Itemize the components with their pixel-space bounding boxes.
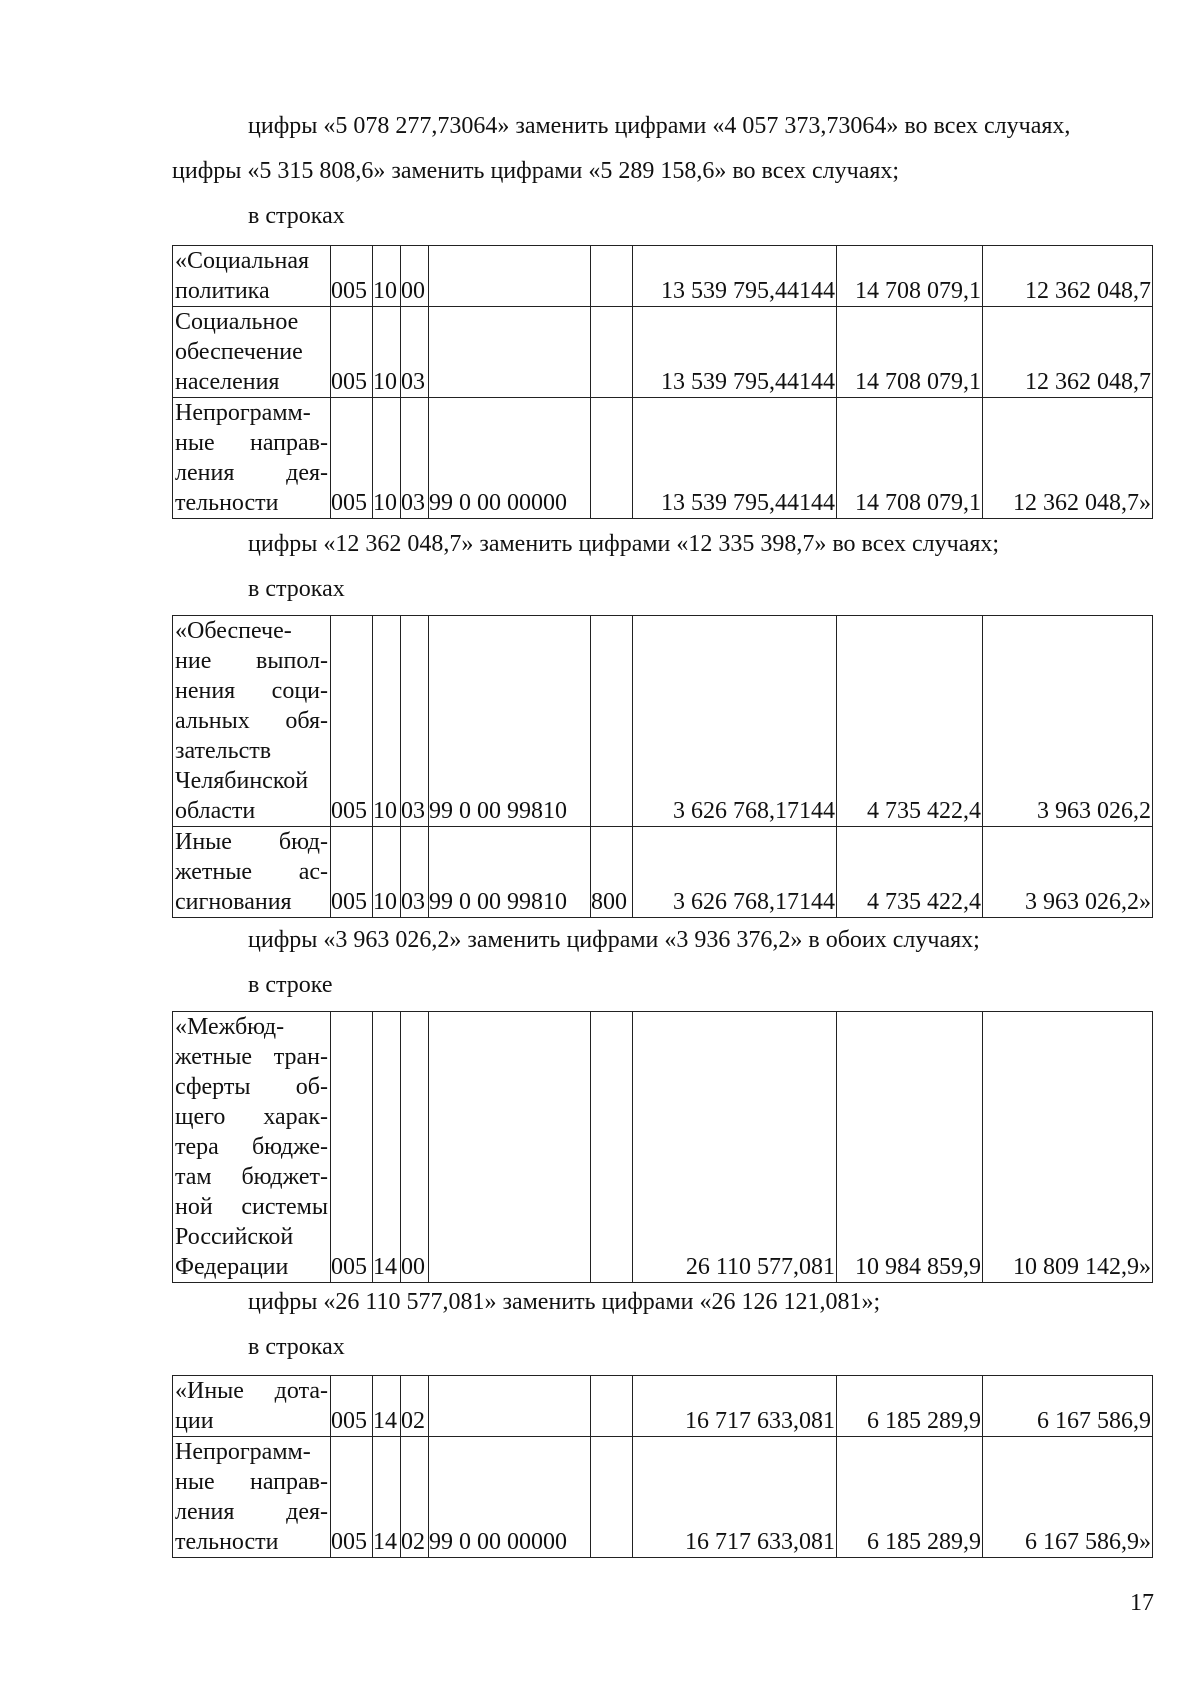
ved-code-cell: 005 <box>331 1437 373 1558</box>
table-row <box>173 307 1153 398</box>
subsection-code-cell: 00 <box>401 1012 429 1283</box>
subsection-code-cell: 03 <box>401 307 429 398</box>
paragraph-in-rows-2: в строках <box>248 576 345 602</box>
paragraph-replace-3963026: цифры «3 963 026,2» заменить цифрами «3 936 376,2» в обоих случаях; <box>248 927 980 953</box>
row-name-cell: Непрограмм-ные направ-ления дея-тельности <box>173 1437 331 1558</box>
row-name-cell: Социальное обеспечение населения <box>173 307 331 398</box>
paragraph-in-rows-3: в строках <box>248 1334 345 1360</box>
expense-type-cell <box>591 398 633 519</box>
section-code-cell: 14 <box>373 1437 401 1558</box>
subsection-code-cell: 03 <box>401 398 429 519</box>
budget-table-other-subsidies <box>172 1375 1153 1558</box>
target-article-cell <box>429 307 591 398</box>
section-code-cell: 10 <box>373 398 401 519</box>
table-row <box>173 398 1153 519</box>
section-code-cell: 14 <box>373 1012 401 1283</box>
amount-year2-cell: 4 735 422,4 <box>837 616 983 827</box>
paragraph-in-rows-1: в строках <box>248 203 345 229</box>
target-article-cell <box>429 1376 591 1437</box>
amount-year1-cell: 3 626 768,17144 <box>633 616 837 827</box>
row-name-cell: Непрограмм-ные направ-ления дея-тельности <box>173 398 331 519</box>
amount-year2-cell: 14 708 079,1 <box>837 307 983 398</box>
ved-code-cell: 005 <box>331 1376 373 1437</box>
table-row <box>173 1012 1153 1283</box>
section-code-cell: 10 <box>373 616 401 827</box>
amount-year2-cell: 14 708 079,1 <box>837 246 983 307</box>
expense-type-cell <box>591 1012 633 1283</box>
target-article-cell: 99 0 00 00000 <box>429 398 591 519</box>
amount-year3-cell: 12 362 048,7 <box>983 246 1153 307</box>
amount-year3-cell: 6 167 586,9 <box>983 1376 1153 1437</box>
section-code-cell: 10 <box>373 827 401 918</box>
page-number: 17 <box>1130 1590 1154 1616</box>
subsection-code-cell: 00 <box>401 246 429 307</box>
row-name-cell: Иные бюд-жетные ас-сигнования <box>173 827 331 918</box>
paragraph-replace-26110577: цифры «26 110 577,081» заменить цифрами «26 126 121,081»; <box>248 1289 881 1315</box>
row-name-cell: «Социальная политика <box>173 246 331 307</box>
amount-year2-cell: 6 185 289,9 <box>837 1376 983 1437</box>
amount-year1-cell: 13 539 795,44144 <box>633 398 837 519</box>
amount-year3-cell: 6 167 586,9» <box>983 1437 1153 1558</box>
amount-year3-cell: 10 809 142,9» <box>983 1012 1153 1283</box>
amount-year3-cell: 12 362 048,7 <box>983 307 1153 398</box>
subsection-code-cell: 02 <box>401 1437 429 1558</box>
subsection-code-cell: 03 <box>401 616 429 827</box>
amount-year3-cell: 12 362 048,7» <box>983 398 1153 519</box>
paragraph-in-row: в строке <box>248 972 333 998</box>
target-article-cell <box>429 246 591 307</box>
expense-type-cell <box>591 246 633 307</box>
target-article-cell: 99 0 00 00000 <box>429 1437 591 1558</box>
table-row <box>173 1376 1153 1437</box>
subsection-code-cell: 02 <box>401 1376 429 1437</box>
table-row <box>173 246 1153 307</box>
subsection-code-cell: 03 <box>401 827 429 918</box>
section-code-cell: 10 <box>373 307 401 398</box>
section-code-cell: 14 <box>373 1376 401 1437</box>
amount-year1-cell: 13 539 795,44144 <box>633 246 837 307</box>
ved-code-cell: 005 <box>331 827 373 918</box>
amount-year1-cell: 16 717 633,081 <box>633 1437 837 1558</box>
expense-type-cell <box>591 1437 633 1558</box>
expense-type-cell <box>591 1376 633 1437</box>
row-name-cell: «Обеспече-ние выпол-нения соци-альных обя-зательств Челябинской области <box>173 616 331 827</box>
amount-year2-cell: 14 708 079,1 <box>837 398 983 519</box>
table-row <box>173 827 1153 918</box>
budget-table-interbudget-transfers <box>172 1011 1153 1283</box>
amount-year3-cell: 3 963 026,2» <box>983 827 1153 918</box>
target-article-cell: 99 0 00 99810 <box>429 616 591 827</box>
ved-code-cell: 005 <box>331 307 373 398</box>
ved-code-cell: 005 <box>331 246 373 307</box>
amount-year2-cell: 6 185 289,9 <box>837 1437 983 1558</box>
expense-type-cell <box>591 616 633 827</box>
amount-year2-cell: 10 984 859,9 <box>837 1012 983 1283</box>
paragraph-replace-12362048: цифры «12 362 048,7» заменить цифрами «12 335 398,7» во всех случаях; <box>248 531 1000 557</box>
amount-year1-cell: 16 717 633,081 <box>633 1376 837 1437</box>
amount-year2-cell: 4 735 422,4 <box>837 827 983 918</box>
target-article-cell: 99 0 00 99810 <box>429 827 591 918</box>
budget-table-social-obligations <box>172 615 1153 918</box>
section-code-cell: 10 <box>373 246 401 307</box>
expense-type-cell <box>591 307 633 398</box>
row-name-cell: «Межбюд-жетные тран-сферты об-щего харак-тера бюдже-там бюджет-ной системы Российской Федерации <box>173 1012 331 1283</box>
ved-code-cell: 005 <box>331 1012 373 1283</box>
amount-year1-cell: 3 626 768,17144 <box>633 827 837 918</box>
table-row <box>173 616 1153 827</box>
amount-year3-cell: 3 963 026,2 <box>983 616 1153 827</box>
budget-table-social-policy <box>172 245 1153 519</box>
table-row <box>173 1437 1153 1558</box>
amount-year1-cell: 13 539 795,44144 <box>633 307 837 398</box>
ved-code-cell: 005 <box>331 616 373 827</box>
target-article-cell <box>429 1012 591 1283</box>
expense-type-cell: 800 <box>591 827 633 918</box>
row-name-cell: «Иные дота-ции <box>173 1376 331 1437</box>
ved-code-cell: 005 <box>331 398 373 519</box>
paragraph-replace-5315808: цифры «5 315 808,6» заменить цифрами «5 289 158,6» во всех случаях; <box>172 158 900 184</box>
amount-year1-cell: 26 110 577,081 <box>633 1012 837 1283</box>
paragraph-replace-5078277: цифры «5 078 277,73064» заменить цифрами «4 057 373,73064» во всех случаях, <box>248 113 1071 139</box>
